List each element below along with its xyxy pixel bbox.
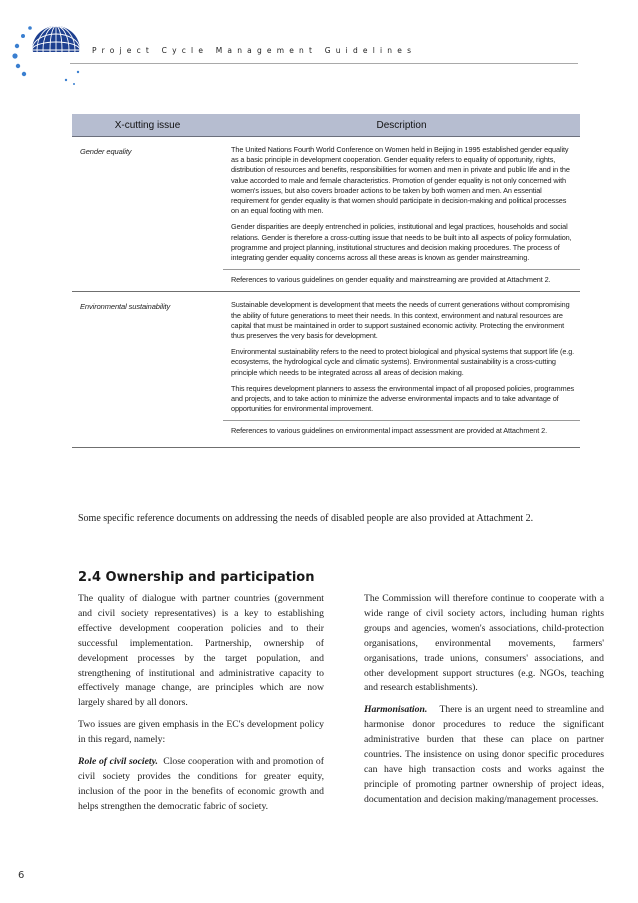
description-cell	[223, 137, 580, 292]
left-text-column	[78, 592, 324, 822]
civil-society-text: Close cooperation with and promotion of civil society provides the conditions for greater equity, inclusion of the poor in the benefits of economic growth and helps strengthen the democratic fabric of society.	[78, 756, 324, 812]
issue-cell: Gender equality	[72, 137, 223, 292]
right-text-column	[364, 592, 604, 815]
description-paragraph: This requires development planners to assess the environmental impact of all proposed policies, programmes and projects, and to take action to minimize the adverse environmental impacts and to take advantage of opportunities for environmental improvement.	[231, 383, 575, 414]
cross-cutting-issues-table	[72, 114, 580, 448]
description-paragraph: Gender disparities are deeply entrenched in policies, institutional and legal practices, households and social relations. Gender is therefore a cross-cutting issue that needs to be built into all aspects of policy formulation, programme and project planning, institutional structures and decision making procedures. The process of integrating gender equality concerns across all these areas is known as gender mainstreaming.	[231, 222, 572, 263]
reference-note: References to various guidelines on gender equality and mainstreaming are provided at Attachment 2.	[223, 269, 580, 285]
civil-society-lead: Role of civil society.	[78, 756, 158, 768]
body-paragraph	[364, 703, 604, 807]
description-cell	[223, 292, 580, 447]
reference-note: References to various guidelines on environmental impact assessment are provided at Attachment 2.	[223, 420, 580, 440]
running-header-title: Project Cycle Management Guidelines	[92, 46, 417, 55]
table-row	[72, 137, 580, 292]
table-header-row	[72, 114, 580, 137]
column-header-issue: X-cutting issue	[72, 114, 223, 137]
header-divider	[70, 63, 578, 64]
section-heading: 2.4 Ownership and participation	[78, 570, 315, 585]
harmonisation-lead: Harmonisation.	[364, 704, 428, 716]
page-number: 6	[18, 870, 25, 881]
table-row	[72, 292, 580, 447]
description-paragraph: The United Nations Fourth World Conference on Women held in Beijing in 1995 established gender equality as a basic principle in development cooperation. Gender equality refers to equality of opportunity, rights, distribution of resources and benefits, responsibilities for women and men in private and public life and in the value accorded to male and female characteristics. Promotion of gender equality is not only concerned with women's issues, but also covers broader actions to be taken by both women and men. An essential requirement for gender equality is that women should participate in decision-making and political processes on an equal footing with men.	[231, 145, 570, 216]
body-paragraph: The Commission will therefore continue to cooperate with a wide range of civil society actors, including human rights groups and agencies, women's associations, child-protection organisations, environmental movements, farmers' organisations, trade unions, consumers' associations, and other development support structures (e.g. NGOs, teaching and research establishments).	[364, 593, 604, 694]
body-paragraph: The quality of dialogue with partner countries (government and civil society representatives) is a key to establishing effective development cooperation policies and to their successful implementation. Partnership, ownership of development processes by the target population, and strengthening of institutional and administrative capacity to effectively manage change, are principles which are now largely shared by all donors.	[78, 593, 324, 709]
description-paragraph: Environmental sustainability refers to the need to protect biological and physical systems that support life (e.g. ecosystems, the hydrological cycle and climatic systems). Environmental sustainability is a cross-cutting principle which needs to be integrated across all areas of decision making.	[231, 347, 575, 377]
disabled-people-note: Some specific reference documents on addressing the needs of disabled people are also provided at Attachment 2.	[78, 513, 534, 524]
harmonisation-text: There is an urgent need to streamline and harmonise donor procedures to reduce the significant administrative burden that these can place on partner countries. The insistence on using donor specific procedures can have high transaction costs and works against the principle of promoting partner ownership of project ideas, documentation and decision making/management processes.	[364, 704, 604, 805]
issue-cell: Environmental sustainability	[72, 292, 223, 447]
description-paragraph: Sustainable development is development that meets the needs of current generations without compromising the ability of future generations to meet their needs. In this context, environment and natural resources are capital that must be maintained in order to support sustained economic activity. Protecting the environment thus preserves the very basis for development.	[231, 300, 570, 341]
globe-logo-icon	[8, 6, 88, 86]
body-paragraph: Two issues are given emphasis in the EC's development policy in this regard, namely:	[78, 719, 324, 746]
column-header-description: Description	[223, 114, 580, 137]
body-paragraph	[78, 755, 324, 815]
